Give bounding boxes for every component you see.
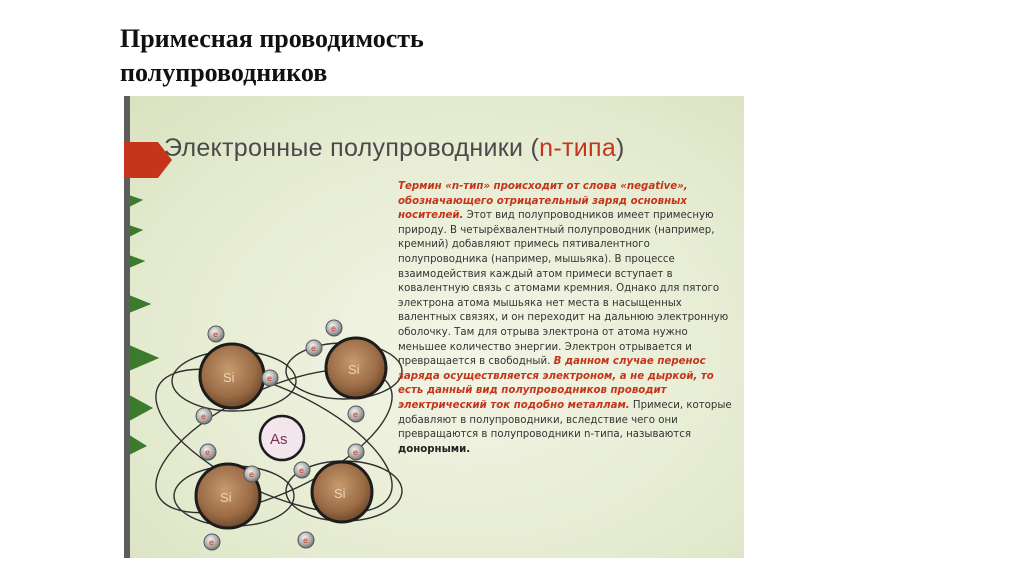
description-text <box>398 180 738 457</box>
electron <box>196 408 212 424</box>
inner-heading-main: Электронные полупроводники ( <box>164 134 540 162</box>
atom-diagram <box>124 96 404 558</box>
electron <box>348 406 364 422</box>
inner-heading-end: ) <box>616 134 625 162</box>
svg-text:e: e <box>209 538 214 547</box>
slide-title-line-1: Примесная проводимость <box>120 24 424 53</box>
si-atom <box>326 338 386 398</box>
svg-text:e: e <box>303 536 308 545</box>
svg-text:e: e <box>331 324 336 333</box>
svg-text:e: e <box>249 470 254 479</box>
si-atom-label: Si <box>223 370 235 385</box>
electron <box>306 340 322 356</box>
svg-text:e: e <box>353 410 358 419</box>
svg-text:e: e <box>201 412 206 421</box>
electron <box>294 462 310 478</box>
svg-text:e: e <box>311 344 316 353</box>
electron <box>298 532 314 548</box>
description-body-1: Этот вид полупроводников имеет примесную природу. В четырёхвалентный полупроводник (например, кремний) добавляют примесь пятивалентного полупроводника (например, мышьяка). В процессе взаимодействия каждый атом примеси вступает в ковалентную связь с атомами кремния. Однако для пятого электрона атома мышьяка нет места в насыщенных валентных связях, и он переходит на дальнюю электронную оболочку. Там для отрыва электрона от атома нужно меньшее количество энергии. Электрон отрывается и превращается в свободный. <box>398 210 729 368</box>
electron <box>208 326 224 342</box>
slide-title-line-2: полупроводников <box>120 58 328 87</box>
description-bold-end: донорными. <box>398 443 471 455</box>
slide-image-panel <box>124 96 744 558</box>
electron <box>348 444 364 460</box>
electron <box>244 466 260 482</box>
description-red-mid: В данном случае перенос заряда осуществляется электроном, а не дыркой, то есть данный вид полупроводников проводит электрический ток подобно металлам. <box>398 356 714 411</box>
electron <box>204 534 220 550</box>
si-atom-label: Si <box>348 362 360 377</box>
electron <box>200 444 216 460</box>
electron <box>262 370 278 386</box>
svg-text:e: e <box>267 374 272 383</box>
as-atom-label: As <box>270 431 288 448</box>
as-atom <box>260 416 304 460</box>
description-body-2: Примеси, которые добавляют в полупроводники, вследствие чего они превращаются в полупроводники n-типа, называются <box>398 399 732 441</box>
svg-text:e: e <box>213 330 218 339</box>
svg-text:e: e <box>353 448 358 457</box>
svg-text:e: e <box>205 448 210 457</box>
svg-text:e: e <box>299 466 304 475</box>
slide-title <box>120 22 720 90</box>
si-atom-label: Si <box>220 490 232 505</box>
si-atom <box>200 344 264 408</box>
si-atom-label: Si <box>334 486 346 501</box>
description-red-intro: Термин «n-тип» происходит от слова «negative», обозначающего отрицательный заряд основных носителей. <box>398 181 688 222</box>
inner-heading-accent: n-типа <box>539 134 617 162</box>
si-atom <box>312 462 372 522</box>
electron <box>326 320 342 336</box>
